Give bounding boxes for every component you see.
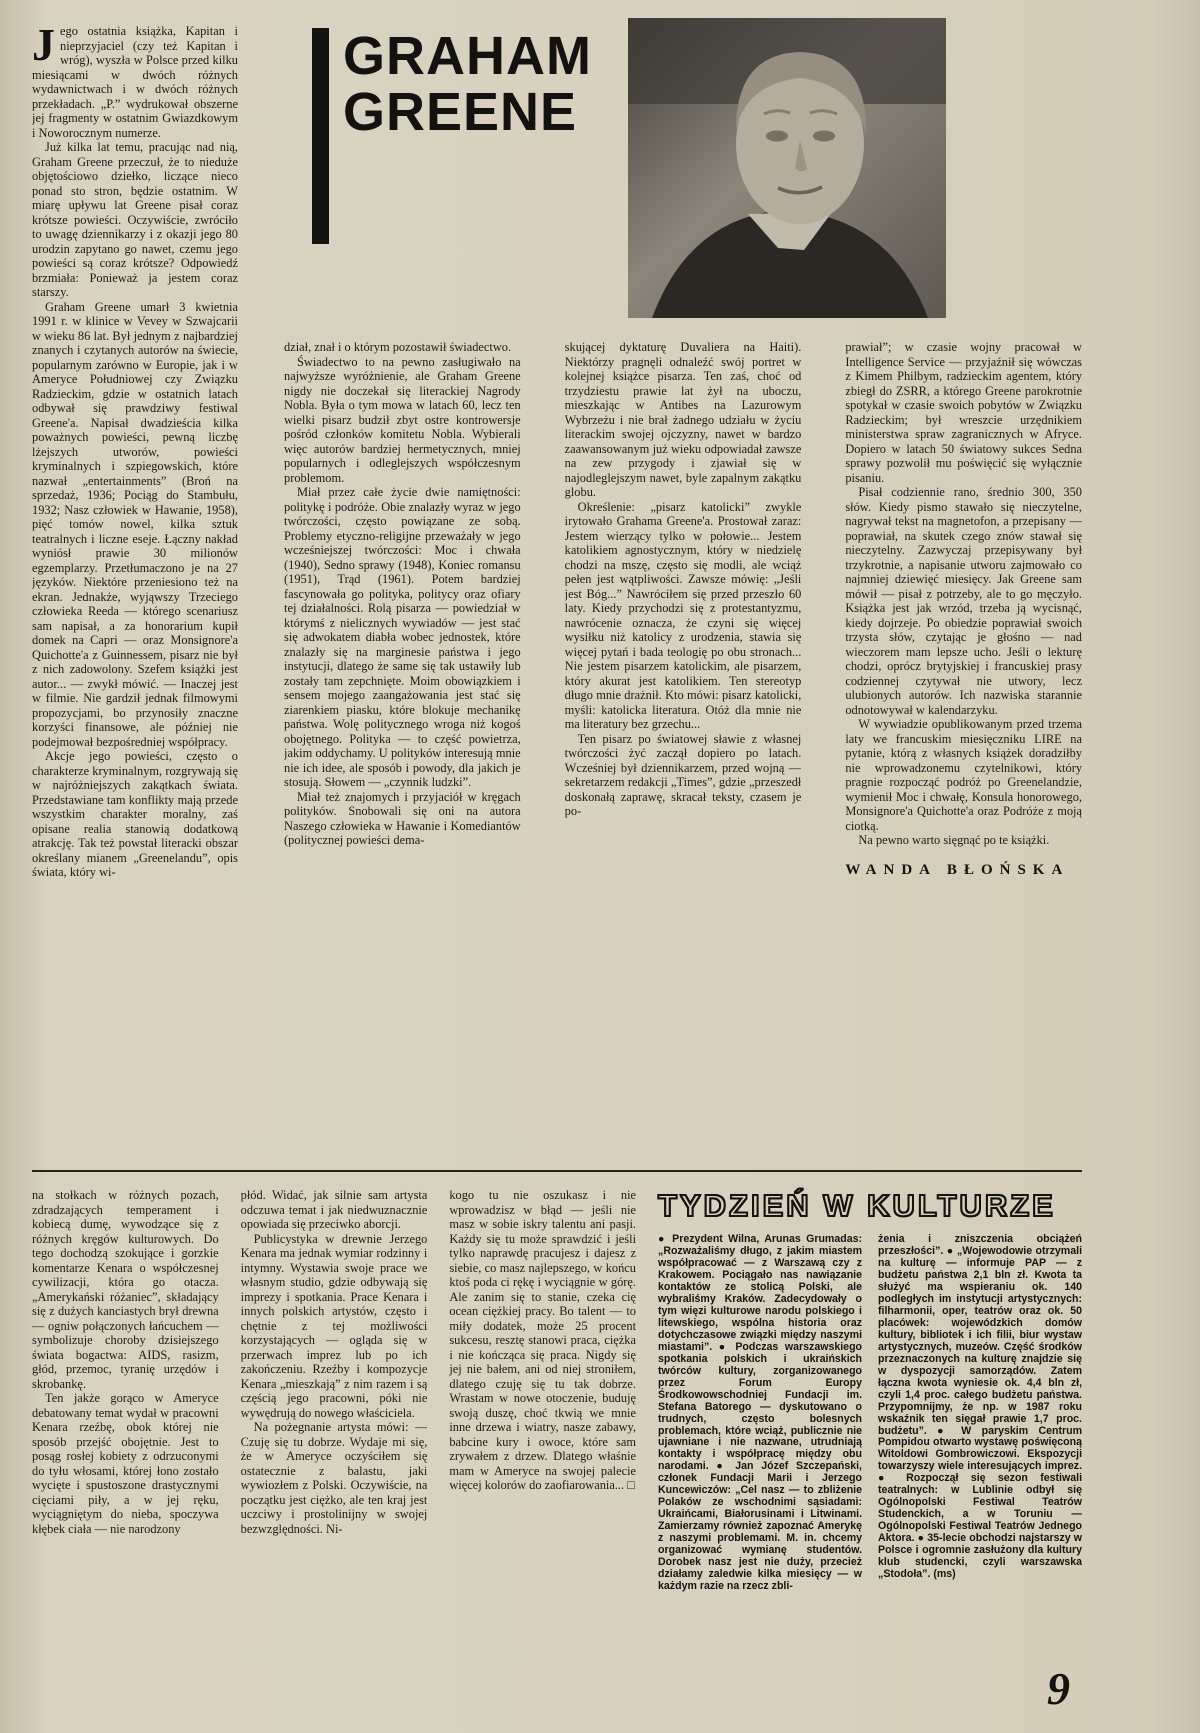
greene-article xyxy=(32,24,1082,1152)
paragraph: W wywiadzie opublikowanym przed trzema laty we francuskim miesięczniku LIRE na pytanie, którą z własnych książek doradziłby nie wprowadzonemu czytelnikowi, który pragnie rozpocząć podróż po Greenelandzie, wymienił Moc i chwałę, Konsula honorowego, Monsignore'a Quichotte'a oraz Podróże z moją ciotką. xyxy=(845,717,1082,833)
greene-column-2 xyxy=(284,340,521,1152)
greene-column-4-text xyxy=(845,340,1082,848)
paragraph: Pisał codziennie rano, średnio 300, 350 słów. Kiedy pismo stawało się nieczytelne, nagrywał tekst na magnetofon, a przepisany — poprawiał, na skutek czego znów stawał się nieczytelny. Zazwyczaj przepisywany był trzykrotnie, a napisanie utworu zajmowało co najmniej dziewięć miesięcy. Jak Greene sam mówił — pisał z potrzeby, ale to go męczyło. Książka jest jak wrzód, trzeba ją wycisnąć, kiedy dojrzeje. Po obiedzie poprawiał swoich trzysta słów, czytając je głośno — nad wieczorem mam lepsze ucho. Jeśli o lekturę chodzi, oprócz brytyjskiej i francuskiej prasy codziennej czytywał nie utwory, lecz ulubionych autorów. Ich nazwiska starannie odnotowywał w kalendarzyku. xyxy=(845,485,1082,717)
kenar-column-1 xyxy=(32,1188,219,1668)
paragraph: Ten jakże gorąco w Ameryce debatowany temat wydał w pracowni Kenara rzeźbę, obok której nie sposób przejść obojętnie. Jest to posąg rosłej kobiety z odrzuconymi do tyłu włosami, której łono zostało wycięte i spustoszone drastycznymi cięciami piły, a w jej ręku, wyciągniętym do nieba, spoczywa kłębek ciała — nie narodzony xyxy=(32,1391,219,1536)
paragraph: prawiał”; w czasie wojny pracował w Intelligence Service — przyjaźnił się wówczas z Kimem Philbym, radzieckim agentem, który zbiegł do ZSRR, a którego Greene parokrotnie spotykał w czasie swoich pobytów w Związku Radzieckim; był wreszcie urzędnikiem ministerstwa spraw zagranicznych w Afryce. Dopiero w latach 50 światowy sukces Sedna sprawy pozwolił mu poświęcić się wyłącznie pisaniu. xyxy=(845,340,1082,485)
paragraph: kogo tu nie oszukasz i nie wprowadzisz w błąd — jeśli nie masz w sobie iskry talentu ani pasji. Każdy się tu może sprawdzić i jeśli tylko naprawdę pracujesz i dajesz z siebie, co masz najlepszego, w końcu ktoś poda ci rękę i wyciągnie w górę. Ale zanim się to stanie, czeka cię ocean ciężkiej pracy. Bo talent — to miły dodatek, może 25 procent sukcesu, resztę stanowi praca, ciężka i nie kończąca się praca. Nigdy się jej nie bałem, ani od niej stroniłem, dlatego czuję się tu tak dobrze. Wrastam w nowe otoczenie, buduję swoją duszę, choć tkwią we mnie inne drzewa i wiatry, nasze zabawy, babcine kury i owoce, które sam zrywałem z drzew. Dlatego właśnie mam w Ameryce na swojej palecie więcej kolorów do zaofiarowania... □ xyxy=(449,1188,637,1492)
article-title-line2: GREENE xyxy=(343,82,578,143)
paragraph: Na pożegnanie artysta mówi: — Czuję się tu dobrze. Wydaje mi się, że w Ameryce oczyściłem się ostatecznie z balastu, jaki wywiozłem z Polski. Oczywiście, na początku jest ciężko, ale ten kraj jest uczciwy i prostolinijny w swojej bezwzględności. Ni- xyxy=(240,1420,428,1536)
culture-column-2 xyxy=(878,1234,1082,1668)
greene-column-3 xyxy=(565,340,802,1152)
page-number: 9 xyxy=(1047,1663,1070,1714)
paragraph: ● Prezydent Wilna, Arunas Grumadas: „Rozważaliśmy długo, z jakim miastem współpracować — z Warszawą czy z Krakowem. Pociągało nas nawiązanie kontaktów ze stolicą Polski, ale wybraliśmy Kraków. Zadecydowały o tym więzi kulturowe narodu polskiego i litewskiego, wspólna historia oraz dotychczasowe związki między naszymi miastami”. ● Podczas warszawskiego spotkania polskich i ukraińskich twórców kultury, zorganizowanego przez Forum Europy Środkowowschodniej Fundacji im. Stefana Batorego — dyskutowano o trudnych, często bolesnych problemach, które wciąż, publicznie nie ujawniane i nie nazwane, utrudniają kontakty i współpracę między obu narodami. ● Jan Józef Szczepański, członek Fundacji Marii i Jerzego Kuncewiczów: „Cel nasz — to zbliżenie Polaków ze wschodnimi sąsiadami: Ukraińcami, Białorusinami i Litwinami. Zamierzamy również zapoznać Amerykę z naszymi problemami. M. in. chcemy organizować wymianę studentów. Dorobek nasz jest nie duży, przecież działamy zaledwie kilka miesięcy — w każdym razie na rzecz zbli- xyxy=(658,1234,863,1593)
greene-column-4 xyxy=(845,340,1082,1152)
week-in-culture-title: TYDZIEŃ W KULTURZE xyxy=(658,1188,1056,1223)
title-accent-bar xyxy=(312,28,329,244)
paragraph: Miał też znajomych i przyjaciół w kręgach polityków. Snobowali się oni na autora Naszego człowieka w Hawanie i Komediantów (politycznej powieści dema- xyxy=(284,789,521,847)
section-divider xyxy=(32,1170,1082,1172)
greene-article-right xyxy=(284,24,1082,1152)
paragraph: Graham Greene umarł 3 kwietnia 1991 r. w klinice w Vevey w Szwajcarii w wieku 86 lat. Był jednym z najbardziej znanych i czytanych autorów na świecie, popularnym zarówno w Europie, jak i w Ameryce Południowej czy Związku Radzieckim, gdzie w ostatnich latach odbywał się prawdziwy festiwal Greene'a. Napisał dwadzieścia kilka poważnych powieści, pewną liczbę lżejszych utworów, powieści kryminalnych i szpiegowskich, które nazwał „entertainments” (Broń na sprzedaż, 1936; Pociąg do Stambułu, 1932; Nasz człowiek w Hawanie, 1958), pięć tomów nowel, kilka sztuk teatralnych i liczne eseje. Łączny nakład wyniósł prawie 30 milionów egzemplarzy. Przetłumaczono je na 27 języków. Niektóre przeniesiono też na ekran. Jednakże, wyjąwszy Trzeciego człowieka Reeda — którego scenariusz sam napisał, a za honorarium kupił domek na Capri — oraz Monsignore'a Quichotte'a z Guinnessem, pisarz nie był z nich zadowolony. Szefem książki jest autor... — zwykł mówić. — Inaczej jest w filmie. Nie gardził jednak filmowymi propozycjami, bo przynosiły znaczne korzyści finansowe, ale później nie podejmował bezpośredniej współpracy. xyxy=(32,299,238,749)
greene-header-row xyxy=(284,24,1082,324)
week-in-culture-columns xyxy=(658,1234,1082,1668)
culture-column-1 xyxy=(658,1234,862,1668)
article-title xyxy=(343,28,592,324)
portrait-photo-graphic xyxy=(628,18,946,318)
paragraph: dział, znał i o którym pozostawił świadectwo. xyxy=(284,340,512,354)
paragraph: żenia i zniszczenia obciążeń przeszłości”. ● „Wojewodowie otrzymali na kulturę — informuje PAP — z budżetu państwa 2,1 bln zł. Kwota ta służyć ma wspieraniu ok. 140 podległych im instytucji artystycznych: filharmonii, oper, teatrów oraz ok. 50 placówek: wojewódzkich domów kultury, bibliotek i ich filii, biur wystaw artystycznych, muzeów. Część środków przeznaczonych na kulturę znajdzie się w dyspozycji samorządów. Zatem łączna kwota wyniesie ok. 4,4 bln zł, czyli 1,4 proc. całego budżetu państwa. Przypomnijmy, że np. w 1987 roku wskaźnik ten sięgał prawie 1,7 proc. budżetu”. ● W paryskim Centrum Pompidou otwarto wystawę poświęconą Witoldowi Gombrowiczowi. Ekspozycji towarzyszy wiele interesujących imprez. ● Rozpoczął się sezon festiwali teatralnych: w Lublinie odbył się Ogólnopolski Festiwal Teatrów Studenckich, a w Toruniu — Ogólnopolski Festiwal Teatrów Jednego Aktora. ● 35-lecie obchodzi najstarszy w Polsce i ogromnie zasłużony dla kultury klub studencki, czyli warszawska „Stodoła”. (ms) xyxy=(878,1234,1083,1581)
paragraph: Miał przez całe życie dwie namiętności: politykę i podróże. Obie znalazły wyraz w jego twórczości, często powiązane ze sobą. Problemy etyczno-religijne przeważały w jego wcześniejszej twórczości: Moc i chwała (1940), Sedno sprawy (1948), Koniec romansu (1951), Trąd (1961). Potem bardziej fascynowała go polityka, politycy oraz ofiary tej działalności. Rolą pisarza — powiedział w którymś z nielicznych wywiadów — jest stać się adwokatem diabła wobec jednostek, które znalazły się na marginesie państwa i jego instytucji, dlatego że same się tak ustawiły lub zostały tam zepchnięte. Moim obowiązkiem i sensem mojego zaangażowania jest stać się ziarenkiem piasku, które blokuje mechanikę państwa. Wolę politycznego wroga niż kogoś obojętnego. Polityka — to część powietrza, jakim oddychamy. U polityków interesują mnie nie ich idee, ale sposób i powody, dla jakich je stosują. Słowem — „czynnik ludzki”. xyxy=(284,485,521,789)
paragraph: Akcje jego powieści, często o charakterze kryminalnym, rozgrywają się w najróżniejszych zakątkach świata. Przedstawiane tam konflikty mają przede wszystkim charakter moralny, zaś opisane realia stanowią dodatkową atrakcję. Tak też powstał literacki obszar określany mianem „Greenelandu”, opis świata, który wi- xyxy=(32,749,238,879)
paragraph: Świadectwo to na pewno zasługiwało na najwyższe wyróżnienie, ale Graham Greene nigdy nie doczekał się literackiej Nagrody Nobla. Była o tym mowa w latach 60, lecz ten wielki pisarz budził zbyt ostre kontrowersje pośród członków komitetu Nobla. Wybierali więc autorów bardziej hermetycznych, mniej popularnych i odleglejszych współczesnym problemom. xyxy=(284,354,521,485)
kenar-column-2 xyxy=(241,1188,428,1668)
greene-column-1 xyxy=(32,24,238,1152)
paragraph: Publicystyka w drewnie Jerzego Kenara ma jednak wymiar rodzinny i intymny. Wystawia swoje prace we własnym studio, gdzie odbywają się imprezy i spotkania. Prace Kenara i innych polskich artystów, często i chętnie z tej możliwości korzystających — ogląda się w przerwach imprez lub po ich zakończeniu. Rzeźby i kompozycje Kenara „mieszkają” z nim razem i są częścią jego pracowni, póki nie wywędrują do nowego właściciela. xyxy=(240,1231,428,1420)
paragraph: skującej dyktaturę Duvaliera na Haiti). Niektórzy pragnęli odnaleźć swój portret w kolejnej książce pisarza. Ten zaś, choć od trzydziestu prawie lat żył na uboczu, mieszkając w Antibes na Lazurowym Wybrzeżu i nie brał żadnego udziału w życiu literackim swojej ojczyzny, nawet w bardzo zaawansowanym już wieku odpowiadał zawsze na zew przygody i zjawiał się w najodleglejszym nawet, byle zapalnym zakątku globu. xyxy=(564,340,802,499)
paragraph: Określenie: „pisarz katolicki” zwykle irytowało Grahama Greene'a. Prostował zaraz: Jestem wierzący tylko w połowie... Jestem katolikiem agnostycznym, który w niedzielę chodzi na mszę, często się modli, ale wciąż pełen jest wątpliwości. Zawsze mówię: „Jeśli jest Bóg...” Nawróciłem się przed przeszło 60 laty. Kiedy przychodzi się z protestantyzmu, nawrócenie oznacza, że czyni się więcej wysiłku niż katolicy z urodzenia, stawia się więcej pytań i bada teologię po obu stronach... Nie jestem pisarzem katolickim, ale pisarzem, który akurat jest katolikiem. Ten stereotyp długo mnie drażnił. Kto mówi: pisarz katolicki, myśli: katolicka literatura. Otóż dla mnie nie ma literatury bez grzechu... xyxy=(564,499,802,731)
article-title-block xyxy=(312,28,592,324)
article-title-line1: GRAHAM xyxy=(343,26,592,86)
graham-greene-photo xyxy=(628,18,946,318)
greene-text-columns xyxy=(284,340,1082,1152)
paragraph: Jego ostatnia książka, Kapitan i nieprzyjaciel (czy też Kapitan i wróg), wyszła w Polsce przed kilku miesiącami w dwóch różnych wydawnictwach i w dwóch różnych przekładach. „P.” wydrukował obszerne jej fragmenty w ostatnim Gwiazdkowym i Noworocznym numerze. xyxy=(32,24,238,140)
paragraph: Na pewno warto sięgnąć po te książki. xyxy=(858,833,1050,847)
paragraph: na stołkach w różnych pozach, zdradzających temperament i kobiecą dumę, wywodzące się z różnych kręgów kulturowych. Do tego dochodzą szokujące i gorzkie komentarze Kenara o współczesnej cywilizacji, która go otacza. „Amerykański różaniec”, składający się z dużych kanciastych brył drewna — ogniw połączonych łańcuchem — symbolizuje choroby dzisiejszego świata bogactwa: AIDS, rasizm, głód, przemoc, tyranię urzędów i skrobankę. xyxy=(32,1188,219,1391)
bottom-section xyxy=(32,1188,1082,1668)
paragraph: Już kilka lat temu, pracując nad nią, Graham Greene przeczuł, że to nieduże objętościowo dziełko, liczące nieco ponad sto stron, będzie ostatnim. W miarę upływu lat Greene pisał coraz krótsze powieści. Oczywiście, zwróciło to uwagę dziennikarzy i z okazji jego 80 urodzin zapytano go nawet, czemu jego powieści są coraz krótsze? Odpowiedź brzmiała: Ponieważ ja jestem coraz starszy. xyxy=(32,140,238,299)
paragraph: płód. Widać, jak silnie sam artysta odczuwa temat i jak niedwuznacznie opowiada się przeciwko aborcji. xyxy=(240,1188,428,1231)
paragraph: Ten pisarz po światowej sławie z własnej twórczości żyć zaczął dopiero po latach. Wcześniej był dziennikarzem, przed wojną — sekretarzem redakcji „Times”, gdzie „przeszedł doskonałą zaprawę, skracał teksty, czasem je po- xyxy=(564,731,802,818)
article-byline: WANDA BŁOŃSKA xyxy=(845,861,1070,878)
week-in-culture-section xyxy=(658,1188,1082,1668)
kenar-column-3 xyxy=(449,1188,636,1668)
